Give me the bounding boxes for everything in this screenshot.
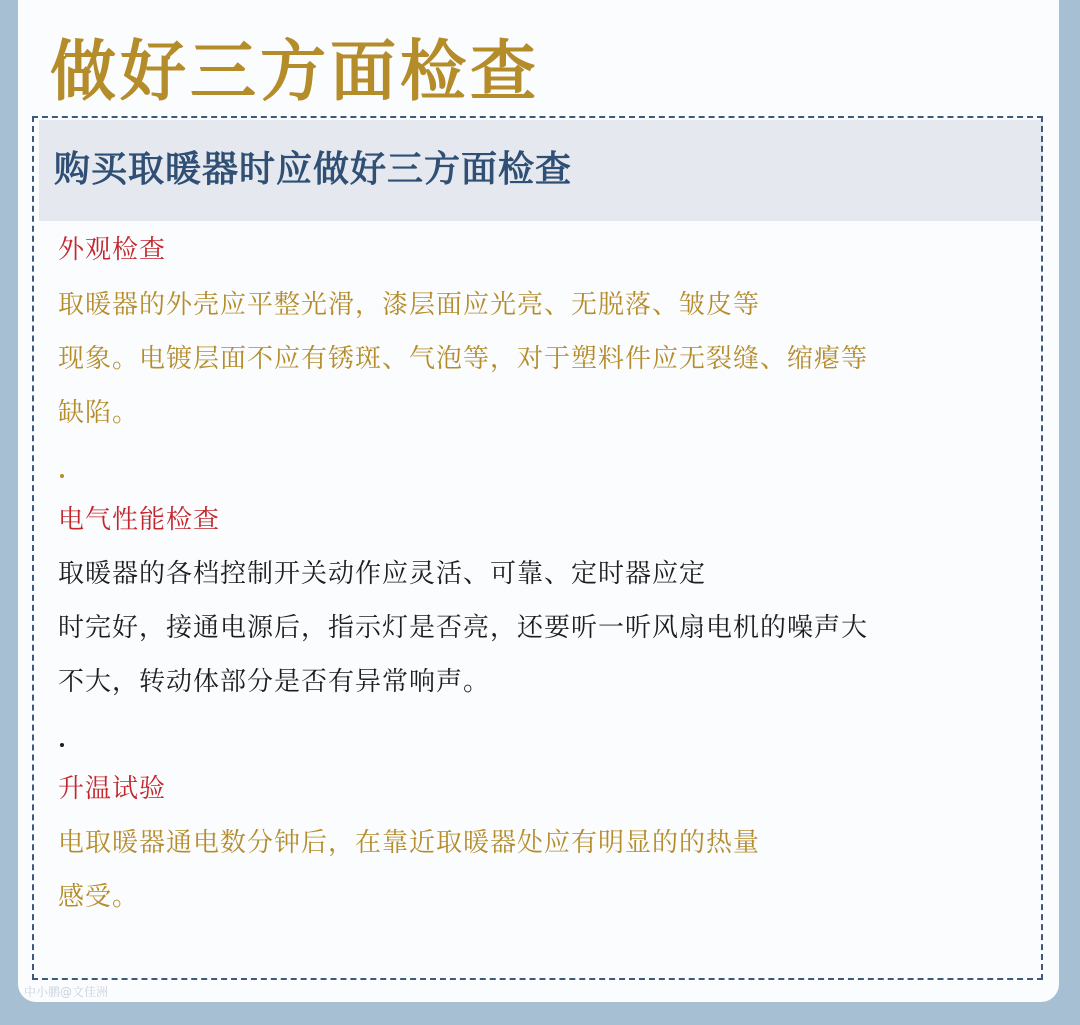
- section-heading-appearance: 外观检查: [58, 235, 167, 265]
- heating-line-1: 电取暖器通电数分钟后，在靠近取暖器处应有明显的的热量: [58, 828, 761, 858]
- appearance-line-1: 取暖器的外壳应平整光滑，漆层面应光亮、无脱落、皱皮等: [58, 290, 761, 320]
- separator-dot: [60, 743, 64, 747]
- appearance-line-3: 缺陷。: [58, 398, 140, 428]
- electrical-line-1: 取暖器的各档控制开关动作应灵活、可靠、定时器应定: [58, 559, 707, 589]
- subtitle: 购买取暖器时应做好三方面检查: [54, 149, 573, 190]
- section-heading-electrical: 电气性能检查: [58, 505, 221, 535]
- separator-dot: [60, 474, 64, 478]
- electrical-line-3: 不大，转动体部分是否有异常响声。: [58, 667, 491, 697]
- appearance-line-2: 现象。电镀层面不应有锈斑、气泡等，对于塑料件应无裂缝、缩瘪等: [58, 344, 869, 374]
- section-heading-heating-test: 升温试验: [58, 774, 167, 804]
- heating-line-2: 感受。: [58, 882, 140, 912]
- electrical-line-2: 时完好，接通电源后，指示灯是否亮，还要听一听风扇电机的噪声大: [58, 613, 869, 643]
- page-title: 做好三方面检查: [50, 33, 540, 110]
- watermark: 中小鹏@文佳洲: [24, 985, 109, 999]
